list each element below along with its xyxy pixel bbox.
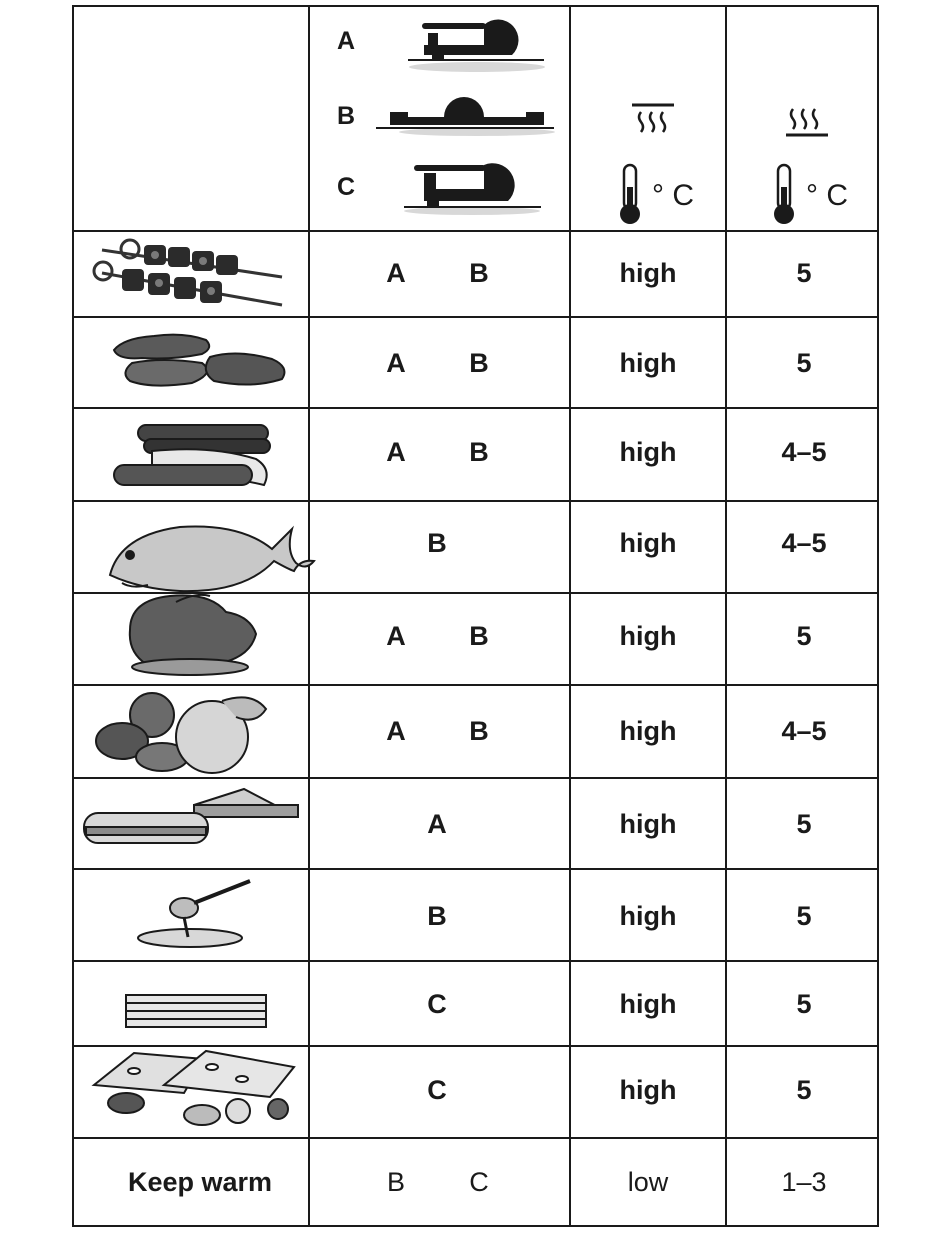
top-heat-setting: high bbox=[619, 989, 677, 1019]
thermometer-icon bbox=[774, 165, 794, 224]
cooking-table bbox=[72, 5, 879, 1227]
skewers-icon bbox=[94, 240, 282, 305]
bottom-heat-setting: 5 bbox=[796, 989, 812, 1019]
bottom-heat-setting: 4–5 bbox=[781, 716, 827, 746]
grill-position: B bbox=[469, 348, 489, 378]
bottom-heat-setting: 5 bbox=[796, 258, 812, 288]
top-heat-setting: high bbox=[619, 1075, 677, 1105]
grill-position: B bbox=[469, 258, 489, 288]
vegetables-icon bbox=[96, 693, 266, 773]
grill-position: B bbox=[469, 716, 489, 746]
grill-position: C bbox=[427, 989, 447, 1019]
sandwich-icon bbox=[84, 789, 298, 843]
grill-position: A bbox=[386, 258, 406, 288]
bottom-heat-setting: 5 bbox=[796, 621, 812, 651]
position-label-a: A bbox=[337, 27, 356, 55]
grill-position: A bbox=[427, 809, 447, 839]
top-heat-setting: high bbox=[619, 621, 677, 651]
grill-open-flat-icon bbox=[376, 97, 555, 136]
bottom-heat-setting: 5 bbox=[796, 901, 812, 931]
top-heat-unit: ° C bbox=[652, 179, 694, 212]
grill-position: A bbox=[386, 621, 406, 651]
grill-position: A bbox=[386, 348, 406, 378]
bottom-heat-setting: 4–5 bbox=[781, 528, 827, 558]
top-heat-setting: high bbox=[619, 258, 677, 288]
top-heat-setting: low bbox=[627, 1167, 669, 1197]
bottom-heat-setting: 1–3 bbox=[781, 1167, 827, 1197]
grill-position: B bbox=[427, 528, 447, 558]
top-heat-setting: high bbox=[619, 437, 677, 467]
grill-position: C bbox=[469, 1167, 489, 1197]
bottom-heat-setting: 5 bbox=[796, 809, 812, 839]
chicken-icon bbox=[130, 595, 256, 675]
grill-position: B bbox=[469, 621, 489, 651]
grill-position: B bbox=[386, 1167, 406, 1197]
grill-position: C bbox=[427, 1075, 447, 1105]
grill-position: A bbox=[386, 437, 406, 467]
grill-position: B bbox=[469, 437, 489, 467]
bottom-heat-setting: 4–5 bbox=[781, 437, 827, 467]
top-heat-setting: high bbox=[619, 901, 677, 931]
bottom-heat-setting: 5 bbox=[796, 1075, 812, 1105]
bottom-heat-icon bbox=[786, 109, 828, 135]
position-label-b: B bbox=[337, 102, 356, 130]
grill-position: B bbox=[427, 901, 447, 931]
top-heat-setting: high bbox=[619, 528, 677, 558]
steak-icon bbox=[114, 335, 284, 386]
lasagne-icon bbox=[126, 995, 266, 1027]
sausages-icon bbox=[114, 425, 270, 485]
fish-icon bbox=[110, 526, 314, 591]
grill-closed-icon bbox=[408, 19, 545, 72]
grill-position: A bbox=[386, 716, 406, 746]
top-heat-setting: high bbox=[619, 809, 677, 839]
cheese-vegetables-icon bbox=[94, 1051, 294, 1125]
pancake-ladle-icon bbox=[138, 881, 250, 947]
top-heat-setting: high bbox=[619, 716, 677, 746]
grill-raised-lid-icon bbox=[404, 163, 541, 215]
thermometer-icon bbox=[620, 165, 640, 224]
row-label-keep-warm: Keep warm bbox=[127, 1167, 273, 1197]
top-heat-setting: high bbox=[619, 348, 677, 378]
bottom-heat-unit: ° C bbox=[806, 179, 848, 212]
bottom-heat-setting: 5 bbox=[796, 348, 812, 378]
top-heat-icon bbox=[632, 105, 674, 132]
position-label-c: C bbox=[337, 173, 356, 201]
